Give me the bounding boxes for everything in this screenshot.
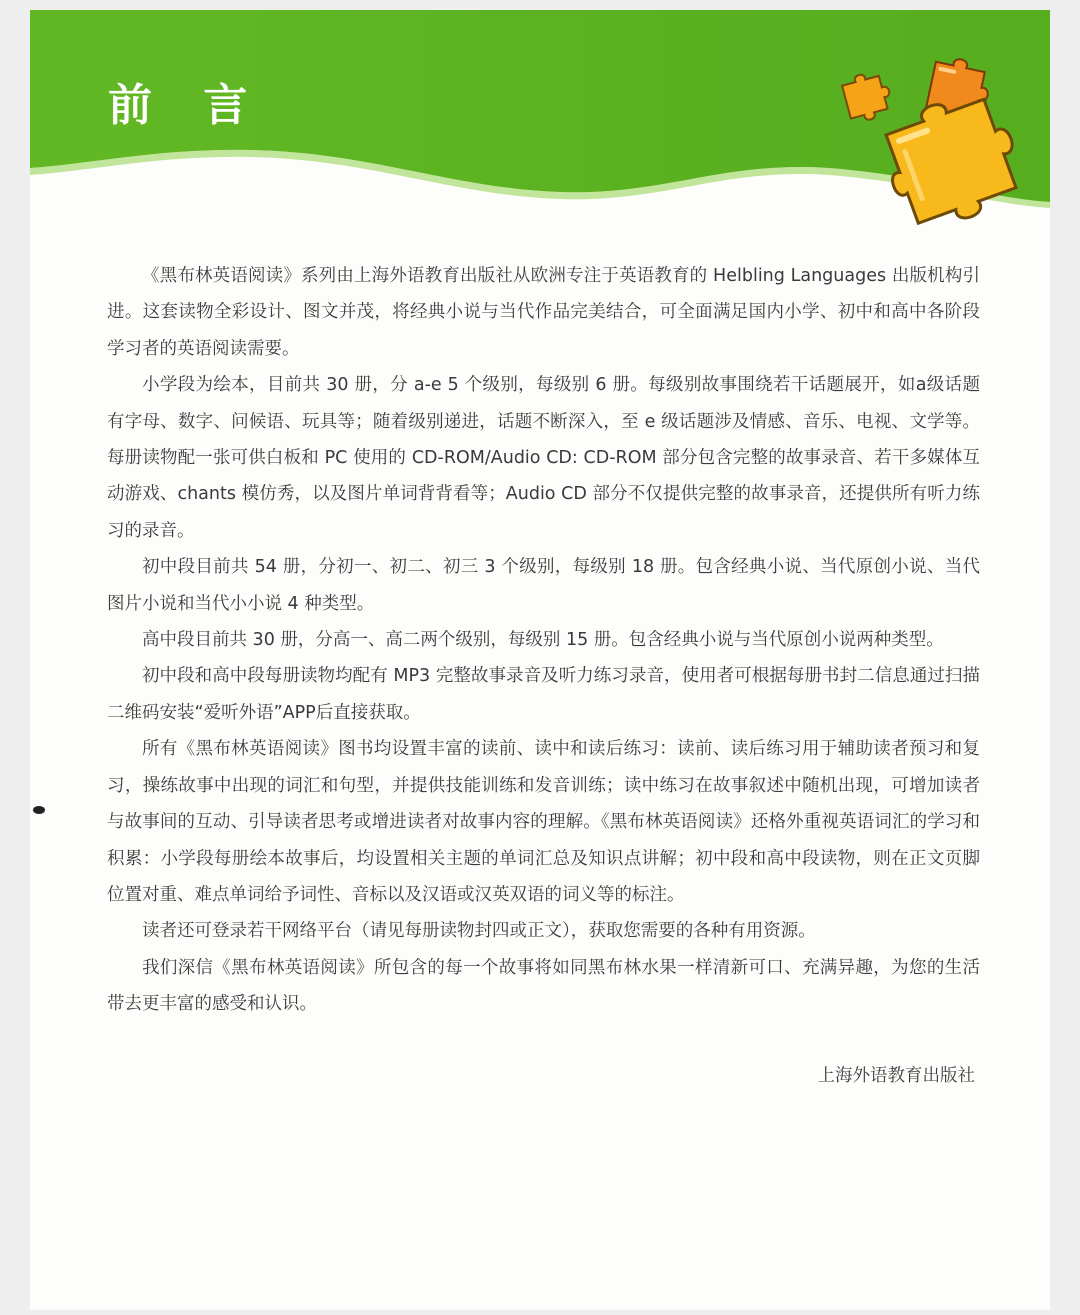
paragraph: 初中段和高中段每册读物均配有 MP3 完整故事录音及听力练习录音，使用者可根据每册书封二信息通过扫描二维码安装“爱听外语”APP后直接获取。 [107, 666, 980, 723]
publisher-signature: 上海外语教育出版社 [817, 1066, 975, 1086]
puzzle-pieces-icon [820, 38, 1020, 248]
page-title: 前 言 [108, 80, 266, 131]
paragraph: 初中段目前共 54 册，分初一、初二、初三 3 个级别，每级别 18 册。包含经典小说、当代原创小说、当代图片小说和当代小小说 4 种类型。 [107, 557, 980, 614]
paragraph: 所有《黑布林英语阅读》图书均设置丰富的读前、读中和读后练习：读前、读后练习用于辅助读者预习和复习，操练故事中出现的词汇和句型，并提供技能训练和发音训练；读中练习在故事叙述中随机出现，可增加读者与故事间的互动、引导读者思考或增进读者对故事内容的理解。《黑布林英语阅读》还格外重视英语词汇的学习和积累：小学段每册绘本故事后，均设置相关主题的单词汇总及知识点讲解；初中段和高中段读物，则在正文页脚位置对重、难点单词给予词性、音标以及汉语或汉英双语的词义等的标注。 [107, 739, 980, 905]
paragraph: 我们深信《黑布林英语阅读》所包含的每一个故事将如同黑布林水果一样清新可口、充满异趣，为您的生活带去更丰富的感受和认识。 [107, 957, 980, 1015]
preface-body [107, 258, 980, 1023]
page [30, 10, 1050, 1310]
paragraph: 高中段目前共 30 册，分高一、高二两个级别，每级别 15 册。包含经典小说与当代原创小说两种类型。 [142, 630, 944, 651]
edge-mark-icon [32, 805, 46, 815]
paragraph: 《黑布林英语阅读》系列由上海外语教育出版社从欧洲专注于英语教育的 Helbling Languages 出版机构引进。这套读物全彩设计、图文并茂，将经典小说与当代作品完美结合，可全面满足国内小学、初中和高中各阶段学习者的英语阅读需要。 [107, 266, 980, 359]
paragraph: 小学段为绘本，目前共 30 册，分 a-e 5 个级别，每级别 6 册。每级别故事围绕若干话题展开，如a级话题有字母、数字、问候语、玩具等；随着级别递进，话题不断深入，至 e 级话题涉及情感、音乐、电视、文学等。每册读物配一张可供白板和 PC 使用的 CD-ROM/Audio CD: CD-ROM 部分包含完整的故事录音、若干多媒体互动游戏、chants 模仿秀，以及图片单词背背看等；Audio CD 部分不仅提供完整的故事录音，还提供所有听力练习的录音。 [107, 375, 980, 541]
paragraph: 读者还可登录若干网络平台（请见每册读物封四或正文），获取您需要的各种有用资源。 [142, 921, 816, 942]
